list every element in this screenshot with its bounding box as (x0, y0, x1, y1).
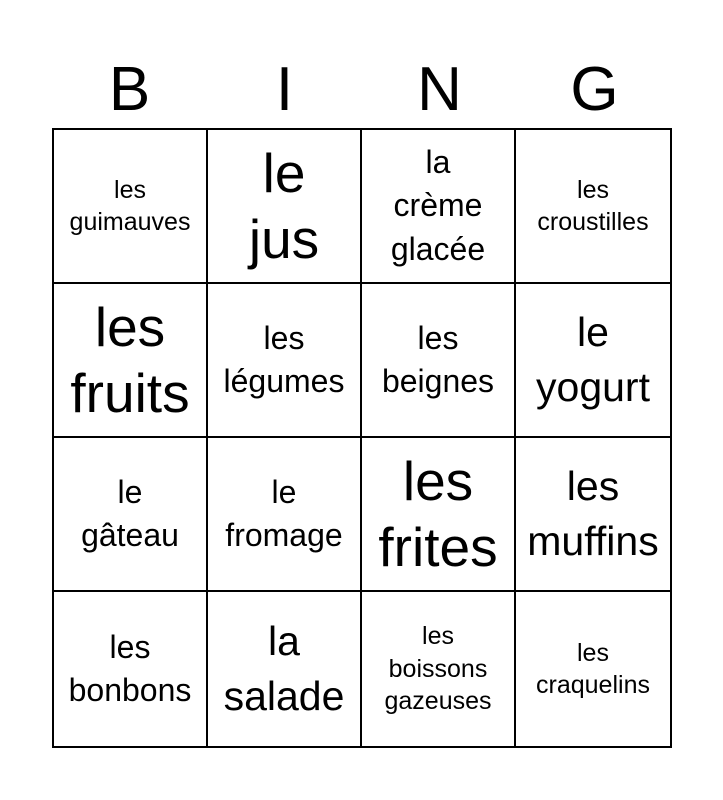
bingo-cell[interactable] (362, 284, 516, 438)
cell-text: le gâteau (81, 473, 179, 553)
bingo-header (52, 55, 672, 125)
cell-text: les légumes (223, 319, 345, 399)
header-letter-b: B (108, 55, 151, 124)
bingo-cell[interactable] (516, 130, 670, 284)
bingo-cell[interactable] (362, 438, 516, 592)
bingo-cell[interactable] (362, 130, 516, 284)
bingo-cell[interactable] (362, 592, 516, 746)
cell-text: le jus (248, 142, 320, 270)
bingo-cell[interactable] (208, 592, 362, 746)
cell-text: la crème glacée (390, 144, 486, 267)
bingo-cell[interactable] (208, 130, 362, 284)
cell-text: le yogurt (536, 308, 650, 410)
header-letter-i: I (275, 55, 294, 124)
cell-text: les craquelins (536, 638, 650, 699)
cell-text: le fromage (225, 473, 343, 553)
cell-text: les croustilles (537, 175, 649, 236)
header-letter-g: G (570, 55, 619, 124)
bingo-cell[interactable] (516, 284, 670, 438)
bingo-cell[interactable] (516, 592, 670, 746)
bingo-cell[interactable] (54, 592, 208, 746)
cell-text: les bonbons (68, 628, 192, 708)
cell-text: les frites (378, 450, 498, 578)
cell-text: les fruits (70, 296, 190, 424)
cell-text: les muffins (527, 462, 659, 564)
bingo-cell[interactable] (54, 284, 208, 438)
bingo-cell[interactable] (54, 130, 208, 284)
cell-text: les beignes (381, 319, 495, 399)
bingo-cell[interactable] (516, 438, 670, 592)
bingo-cell[interactable] (54, 438, 208, 592)
cell-text: la salade (223, 617, 345, 719)
bingo-cell[interactable] (208, 284, 362, 438)
bingo-board (52, 128, 672, 748)
header-letter-n: N (417, 55, 462, 124)
cell-text: les boissons gazeuses (384, 622, 492, 716)
cell-text: les guimauves (69, 175, 191, 236)
bingo-cell[interactable] (208, 438, 362, 592)
